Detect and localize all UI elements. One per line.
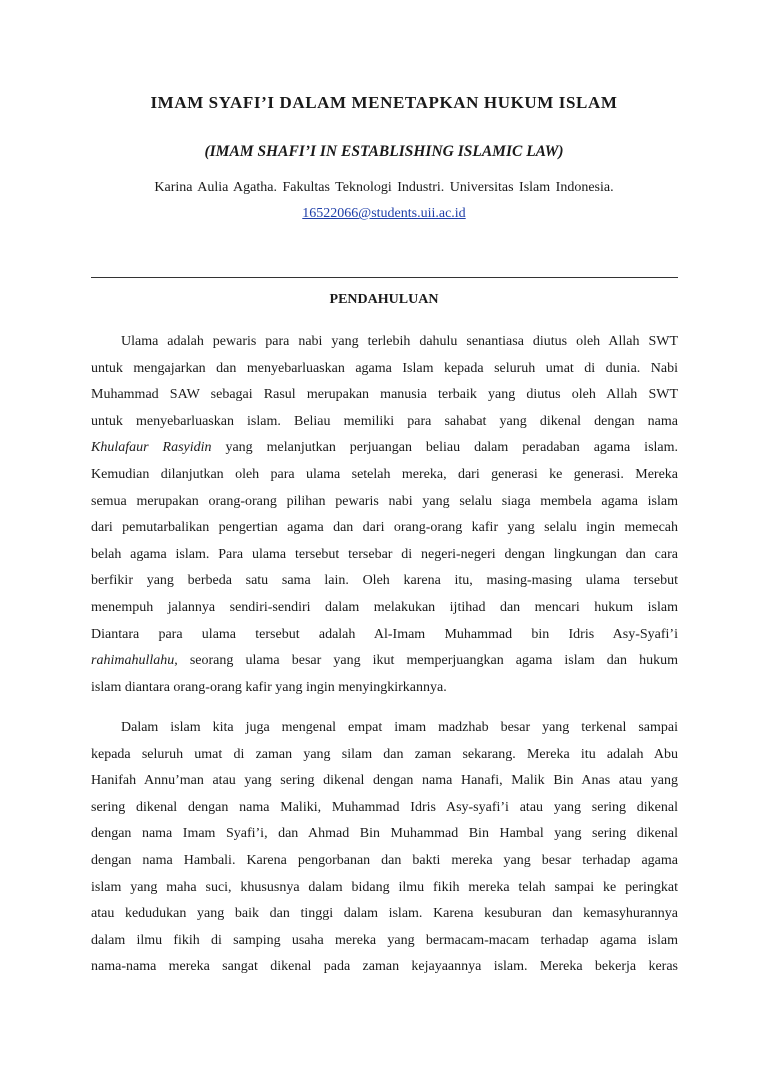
paragraph-line: untuk mengajarkan dan menyebarluaskan agama Islam kepada seluruh umat di dunia. Nabi [91, 360, 678, 376]
paragraph-line: dari pemutarbalikan pengertian agama dan dari orang-orang kafir yang selalu ingin memecah [91, 520, 678, 536]
paragraph-line: berfikir yang berbeda satu sama lain. Oleh karena itu, masing-masing ulama tersebut [91, 573, 678, 589]
italic-term: rahimahullahu [91, 653, 175, 669]
paper-subtitle: (IMAM SHAFI’I IN ESTABLISHING ISLAMIC LAW) [204, 143, 564, 160]
paragraph-line: dengan nama Hambali. Karena pengorbanan dan bakti mereka yang besar terhadap agama [91, 852, 678, 868]
paragraph-line: Muhammad SAW sebagai Rasul merupakan manusia terbaik yang diutus oleh Allah SWT [91, 387, 678, 403]
paragraph-line: Kemudian dilanjutkan oleh para ulama setelah mereka, dari generasi ke generasi. Mereka [91, 466, 678, 482]
author-affiliation: Karina Aulia Agatha. Fakultas Teknologi Industri. Universitas Islam Indonesia. [154, 180, 614, 195]
paragraph-line: islam yang maha suci, khususnya dalam bidang ilmu fikih mereka telah sampai ke peringkat [91, 879, 678, 895]
paragraph-line: Diantara para ulama tersebut adalah Al-Imam Muhammad bin Idris Asy-Syafi’i [91, 626, 678, 642]
paper-title: IMAM SYAFI’I DALAM MENETAPKAN HUKUM ISLAM [150, 93, 618, 112]
paragraph-line: Ulama adalah pewaris para nabi yang terlebih dahulu senantiasa diutus oleh Allah SWT [121, 334, 678, 349]
paragraph-line: nama-nama mereka sangat dikenal pada zaman kejayaannya islam. Mereka bekerja keras [91, 959, 678, 975]
paragraph-line: islam diantara orang-orang kafir yang ingin menyingkirkannya. [91, 679, 447, 695]
paragraph-line: menempuh jalannya sendiri-sendiri dalam melakukan ijtihad dan mencari hukum islam [91, 599, 678, 615]
section-heading: PENDAHULUAN [329, 292, 439, 307]
paragraph-line: dengan nama Imam Syafi’i, dan Ahmad Bin Muhammad Bin Hambal yang sering dikenal [91, 826, 678, 842]
paragraph-line: sering dikenal dengan nama Maliki, Muhammad Idris Asy-syafi’i atau yang sering dikenal [91, 799, 678, 815]
paragraph-2 [91, 715, 678, 981]
paragraph-line: atau kedudukan yang baik dan tinggi dalam islam. Karena kesuburan dan kemasyhurannya [91, 906, 678, 922]
paragraph-line: Khulafaur Rasyidin yang melanjutkan perjuangan beliau dalam peradaban agama islam. [91, 440, 679, 456]
author-email-link[interactable]: 16522066@students.uii.ac.id [302, 206, 466, 221]
paragraph-line: untuk menyebarluaskan islam. Beliau memiliki para sahabat yang dikenal dengan nama [91, 413, 678, 429]
paragraph-line: belah agama islam. Para ulama tersebut tersebar di negeri-negeri dengan lingkungan dan cara [91, 546, 678, 562]
horizontal-divider [91, 277, 678, 278]
paragraph-line: kepada seluruh umat di zaman yang silam dan zaman sekarang. Mereka itu adalah Abu [91, 746, 678, 762]
paragraph-line: Dalam islam kita juga mengenal empat imam madzhab besar yang terkenal sampai [121, 720, 678, 735]
paragraph-1 [91, 329, 678, 701]
paragraph-line: dalam ilmu fikih di samping usaha mereka yang bermacam-macam terhadap agama islam [91, 932, 678, 948]
paragraph-line: rahimahullahu, seorang ulama besar yang ikut memperjuangkan agama islam dan hukum [91, 653, 678, 669]
paragraph-line: semua merupakan orang-orang pilihan pewaris nabi yang selalu siaga membela agama islam [91, 493, 678, 509]
paragraph-line: Hanifah Annu’man atau yang sering dikenal dengan nama Hanafi, Malik Bin Anas atau yang [91, 773, 678, 789]
italic-term: Khulafaur Rasyidin [91, 440, 212, 456]
